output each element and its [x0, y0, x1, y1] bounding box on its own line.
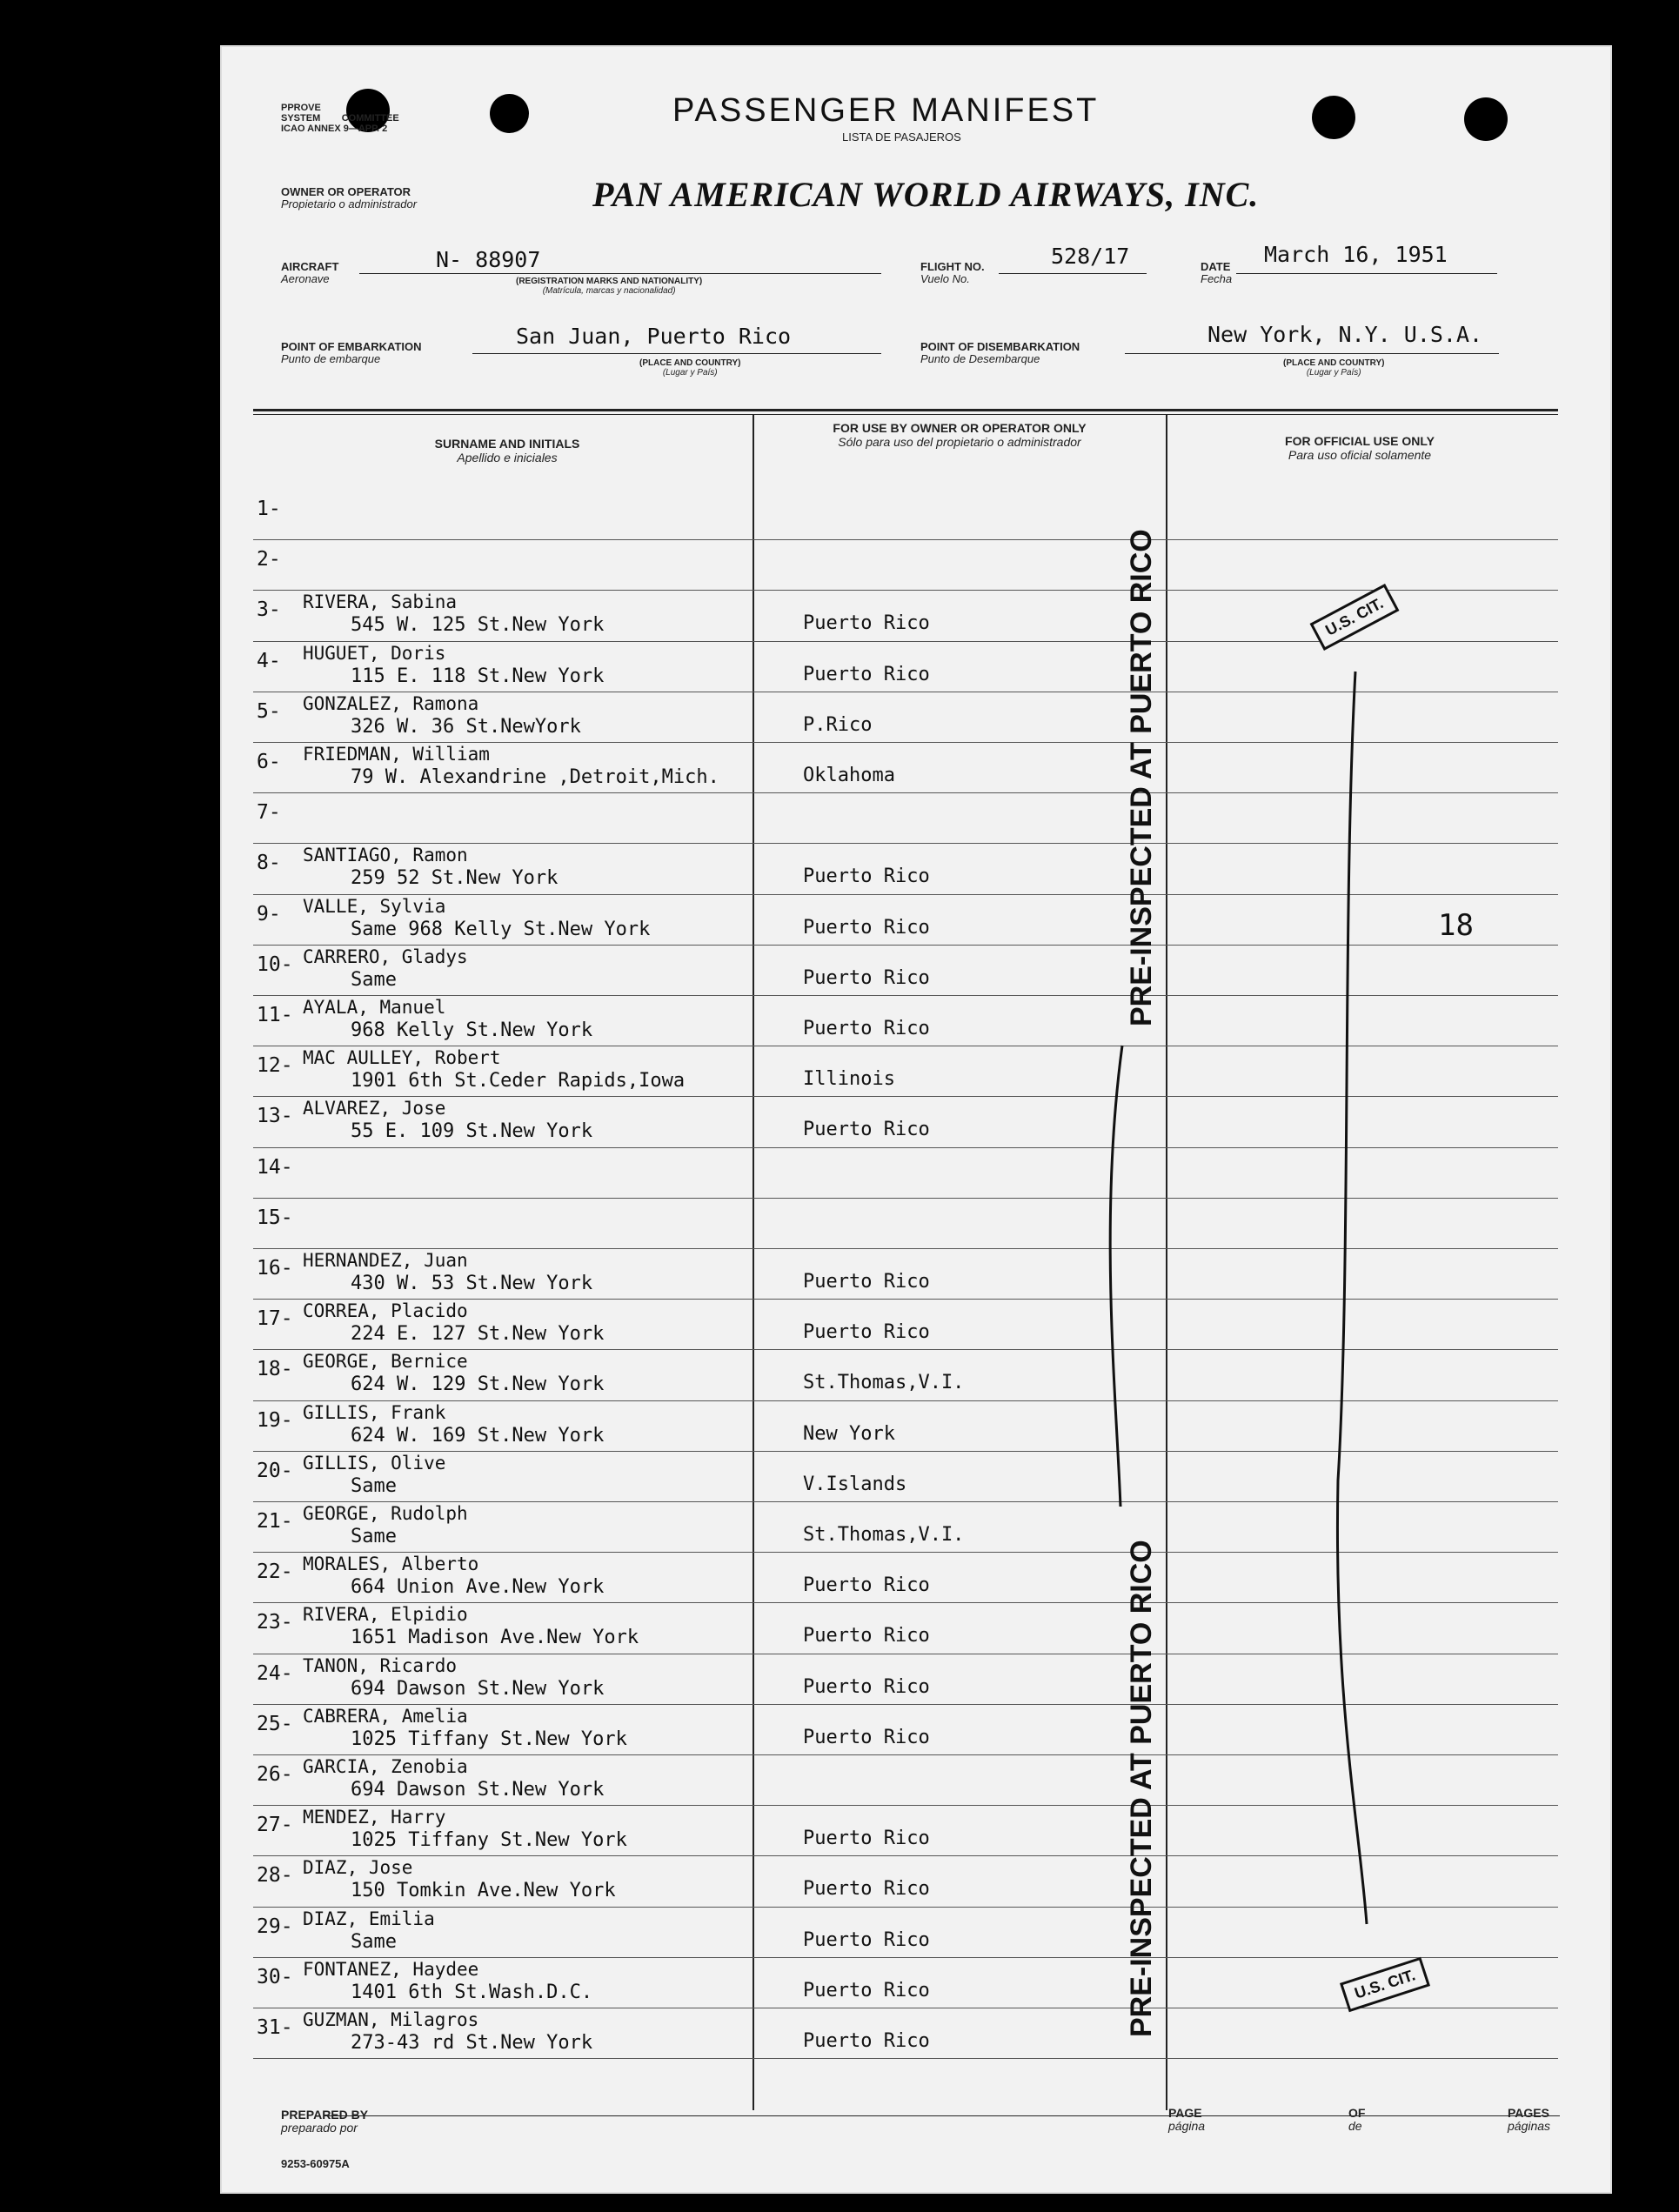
- passenger-address: 115 E. 118 St.New York: [351, 665, 605, 687]
- row-number: 28-: [257, 1864, 293, 1887]
- row-number: 29-: [257, 1915, 293, 1938]
- passenger-name: GARCIA, Zenobia: [303, 1756, 468, 1777]
- row-number: 24-: [257, 1662, 293, 1685]
- disembark-label: POINT OF DISEMBARKATION Punto de Desembarque: [920, 340, 1080, 365]
- passenger-name: FONTANEZ, Haydee: [303, 1959, 479, 1980]
- passenger-origin: Oklahoma: [803, 765, 895, 786]
- passenger-origin: Puerto Rico: [803, 1828, 930, 1849]
- passenger-origin: Puerto Rico: [803, 1727, 930, 1748]
- row-number: 27-: [257, 1814, 293, 1836]
- passenger-name: RIVERA, Sabina: [303, 591, 458, 612]
- passenger-origin: Puerto Rico: [803, 917, 930, 939]
- passenger-origin: St.Thomas,V.I.: [803, 1372, 965, 1393]
- passenger-name: MAC AULLEY, Robert: [303, 1047, 501, 1068]
- passenger-origin: New York: [803, 1423, 895, 1445]
- passenger-address: 624 W. 169 St.New York: [351, 1425, 605, 1447]
- passenger-name: FRIEDMAN, William: [303, 744, 490, 765]
- passenger-origin: Puerto Rico: [803, 1574, 930, 1596]
- passenger-name: AYALA, Manuel: [303, 997, 446, 1018]
- embark-label: POINT OF EMBARKATION Punto de embarque: [281, 340, 422, 365]
- passenger-address: Same 968 Kelly St.New York: [351, 919, 651, 940]
- passenger-origin: Puerto Rico: [803, 967, 930, 989]
- passenger-address: 79 W. Alexandrine ,Detroit,Mich.: [351, 766, 719, 788]
- row-number: 7-: [257, 801, 281, 824]
- passenger-origin: P.Rico: [803, 714, 873, 736]
- column-header-official: FOR OFFICIAL USE ONLY Para uso oficial solamente: [1285, 434, 1435, 462]
- row-number: 8-: [257, 852, 281, 874]
- passenger-address: 224 E. 127 St.New York: [351, 1323, 605, 1345]
- row-number: 18-: [257, 1358, 293, 1380]
- passenger-address: 624 W. 129 St.New York: [351, 1373, 605, 1395]
- disembark-value: New York, N.Y. U.S.A.: [1207, 322, 1483, 347]
- row-number: 14-: [257, 1156, 293, 1179]
- row-number: 9-: [257, 903, 281, 926]
- passenger-name: RIVERA, Elpidio: [303, 1604, 468, 1625]
- row-number: 17-: [257, 1307, 293, 1330]
- row-number: 5-: [257, 700, 281, 723]
- row-number: 16-: [257, 1257, 293, 1280]
- manifest-sheet: [220, 45, 1612, 2194]
- owner-label: OWNER OR OPERATOR Propietario o administrador: [281, 185, 418, 211]
- passenger-address: 545 W. 125 St.New York: [351, 614, 605, 636]
- passenger-name: GONZALEZ, Ramona: [303, 693, 479, 714]
- passenger-address: 664 Union Ave.New York: [351, 1576, 605, 1598]
- form-approval-code: PPROVE SYSTEM COMMITTEE ICAO ANNEX 9—APP. 2: [281, 103, 399, 134]
- passenger-name: TANON, Ricardo: [303, 1655, 458, 1676]
- bracket-marks: [220, 45, 1612, 2194]
- passenger-origin: Puerto Rico: [803, 1929, 930, 1951]
- passenger-address: Same: [351, 1526, 397, 1547]
- page-label: PAGE página: [1168, 2106, 1206, 2133]
- passenger-name: CABRERA, Amelia: [303, 1706, 468, 1727]
- row-number: 19-: [257, 1409, 293, 1432]
- official-count: 18: [1438, 908, 1474, 943]
- passenger-origin: Puerto Rico: [803, 1018, 930, 1039]
- passenger-origin: Puerto Rico: [803, 1676, 930, 1698]
- of-label: OF de: [1348, 2106, 1366, 2133]
- embark-value: San Juan, Puerto Rico: [516, 324, 792, 349]
- passenger-address: 259 52 St.New York: [351, 867, 559, 889]
- flight-label: FLIGHT NO. Vuelo No.: [920, 260, 985, 285]
- passenger-address: 968 Kelly St.New York: [351, 1019, 593, 1041]
- row-number: 26-: [257, 1763, 293, 1786]
- passenger-origin: St.Thomas,V.I.: [803, 1524, 965, 1546]
- passenger-address: 1901 6th St.Ceder Rapids,Iowa: [351, 1070, 686, 1092]
- passenger-address: 1651 Madison Ave.New York: [351, 1627, 639, 1648]
- passenger-origin: Puerto Rico: [803, 1119, 930, 1140]
- page-subtitle: LISTA DE PASAJEROS: [842, 130, 961, 144]
- row-number: 13-: [257, 1105, 293, 1127]
- form-number: 9253-60975A: [281, 2157, 350, 2170]
- passenger-address: 694 Dawson St.New York: [351, 1779, 605, 1801]
- passenger-address: 55 E. 109 St.New York: [351, 1120, 593, 1142]
- passenger-name: GUZMAN, Milagros: [303, 2009, 479, 2030]
- row-number: 2-: [257, 548, 281, 571]
- passenger-origin: Puerto Rico: [803, 1625, 930, 1647]
- passenger-name: GILLIS, Olive: [303, 1453, 446, 1474]
- passenger-origin: V.Islands: [803, 1474, 907, 1495]
- row-number: 22-: [257, 1560, 293, 1583]
- passenger-name: VALLE, Sylvia: [303, 896, 446, 917]
- airline-name: PAN AMERICAN WORLD AIRWAYS, INC.: [592, 175, 1260, 214]
- registration-note: (REGISTRATION MARKS AND NATIONALITY) (Matrícula, marcas y nacionalidad): [516, 277, 703, 296]
- passenger-name: HUGUET, Doris: [303, 643, 446, 664]
- embark-place-note: (PLACE AND COUNTRY) (Lugar y País): [639, 358, 741, 378]
- row-number: 12-: [257, 1054, 293, 1077]
- row-number: 30-: [257, 1966, 293, 1988]
- passenger-name: ALVAREZ, Jose: [303, 1098, 446, 1119]
- passenger-address: 430 W. 53 St.New York: [351, 1273, 593, 1294]
- passenger-address: 1025 Tiffany St.New York: [351, 1728, 627, 1750]
- passenger-name: MORALES, Alberto: [303, 1554, 479, 1574]
- passenger-name: HERNANDEZ, Juan: [303, 1250, 468, 1271]
- passenger-origin: Illinois: [803, 1068, 895, 1090]
- passenger-origin: Puerto Rico: [803, 1271, 930, 1293]
- flight-value: 528/17: [1051, 244, 1130, 269]
- disembark-place-note: (PLACE AND COUNTRY) (Lugar y País): [1283, 358, 1385, 378]
- aircraft-label: AIRCRAFT Aeronave: [281, 260, 339, 285]
- passenger-origin: Puerto Rico: [803, 1321, 930, 1343]
- passenger-name: GEORGE, Rudolph: [303, 1503, 468, 1524]
- row-number: 23-: [257, 1611, 293, 1634]
- passenger-name: SANTIAGO, Ramon: [303, 845, 468, 865]
- row-number: 25-: [257, 1713, 293, 1735]
- row-number: 20-: [257, 1460, 293, 1482]
- column-header-name: SURNAME AND INITIALS Apellido e iniciales: [434, 437, 580, 464]
- passenger-name: CORREA, Placido: [303, 1300, 468, 1321]
- passenger-origin: Puerto Rico: [803, 1980, 930, 2001]
- us-cit-stamp-upper: U.S. CIT.: [1310, 584, 1400, 651]
- row-number: 31-: [257, 2016, 293, 2039]
- row-number: 6-: [257, 751, 281, 773]
- passenger-address: 326 W. 36 St.NewYork: [351, 716, 581, 738]
- aircraft-value: N- 88907: [436, 247, 541, 272]
- date-label: DATE Fecha: [1201, 260, 1233, 285]
- row-number: 21-: [257, 1510, 293, 1533]
- column-header-owner-use: FOR USE BY OWNER OR OPERATOR ONLY Sólo para uso del propietario o administrador: [833, 421, 1087, 449]
- passenger-name: DIAZ, Jose: [303, 1857, 413, 1878]
- passenger-address: Same: [351, 969, 397, 991]
- passenger-name: GILLIS, Frank: [303, 1402, 446, 1423]
- date-value: March 16, 1951: [1264, 242, 1448, 267]
- passenger-address: Same: [351, 1475, 397, 1497]
- us-cit-stamp-lower: U.S. CIT.: [1340, 1957, 1430, 2013]
- row-number: 3-: [257, 598, 281, 621]
- passenger-address: 1401 6th St.Wash.D.C.: [351, 1981, 593, 2003]
- passenger-origin: Puerto Rico: [803, 2030, 930, 2052]
- passenger-address: 150 Tomkin Ave.New York: [351, 1880, 616, 1901]
- row-number: 15-: [257, 1206, 293, 1229]
- footer-line: [324, 2115, 1560, 2116]
- pre-inspected-stamp-upper: PRE-INSPECTED AT PUERTO RICO: [1125, 529, 1158, 1026]
- passenger-name: GEORGE, Bernice: [303, 1351, 468, 1372]
- passenger-address: 273-43 rd St.New York: [351, 2032, 593, 2054]
- passenger-origin: Puerto Rico: [803, 612, 930, 634]
- passenger-origin: Puerto Rico: [803, 1878, 930, 1900]
- passenger-origin: Puerto Rico: [803, 865, 930, 887]
- pages-label: PAGES páginas: [1508, 2106, 1551, 2133]
- passenger-name: CARRERO, Gladys: [303, 946, 468, 967]
- pre-inspected-stamp-lower: PRE-INSPECTED AT PUERTO RICO: [1125, 1540, 1158, 2037]
- page-title: PASSENGER MANIFEST: [672, 92, 1100, 129]
- passenger-origin: Puerto Rico: [803, 664, 930, 685]
- row-number: 1-: [257, 498, 281, 520]
- row-number: 11-: [257, 1004, 293, 1026]
- row-number: 10-: [257, 953, 293, 976]
- row-number: 4-: [257, 650, 281, 672]
- passenger-address: 1025 Tiffany St.New York: [351, 1829, 627, 1851]
- passenger-name: MENDEZ, Harry: [303, 1807, 446, 1828]
- passenger-address: 694 Dawson St.New York: [351, 1678, 605, 1700]
- prepared-by-label: PREPARED BY preparado por: [281, 2108, 369, 2135]
- passenger-address: Same: [351, 1931, 397, 1953]
- passenger-name: DIAZ, Emilia: [303, 1908, 435, 1929]
